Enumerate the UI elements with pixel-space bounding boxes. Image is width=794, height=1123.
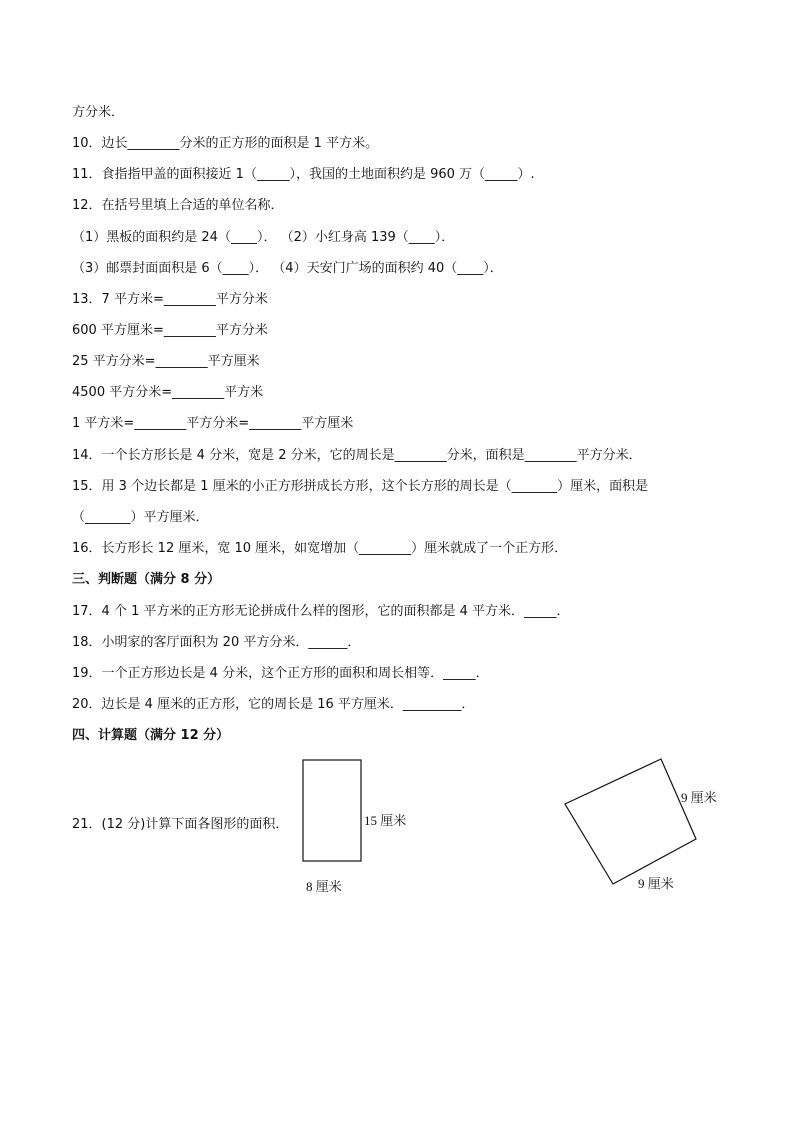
section-heading-calculation: 四、计算题（满分 12 分） [72, 728, 230, 743]
rectangle-width-label: 8 厘米 [306, 879, 342, 894]
question-13-line-5: 1 平方米=________平方分米=________平方厘米 [72, 416, 354, 431]
question-13-line-2: 600 平方厘米=________平方分米 [72, 323, 268, 338]
question-19: 19．一个正方形边长是 4 分米，这个正方形的面积和周长相等．_____． [72, 666, 489, 681]
question-13-line-4: 4500 平方分米=________平方米 [72, 385, 264, 400]
question-14: 14．一个长方形长是 4 分米，宽是 2 分米，它的周长是________分米，面积是________平方分米． [72, 448, 642, 463]
square-side-label-right: 9 厘米 [681, 790, 717, 805]
question-17: 17．4 个 1 平方米的正方形无论拼成什么样的图形，它的面积都是 4 平方米．_____． [72, 604, 570, 619]
question-12-row-2: （3）邮票封面面积是 6（____）． （4）天安门广场的面积约 40（____）． [72, 261, 503, 276]
rectangle-figure [300, 757, 366, 865]
question-11: 11．食指指甲盖的面积接近 1（_____），我国的土地面积约是 960 万（_____）. [72, 167, 535, 182]
question-10: 10．边长________分米的正方形的面积是 1 平方米。 [72, 136, 379, 151]
question-12-row-1: （1）黑板的面积约是 24（____）． （2）小红身高 139（____）． [72, 230, 455, 245]
question-15: 15．用 3 个边长都是 1 厘米的小正方形拼成长方形，这个长方形的周长是（_______）厘米，面积是 [72, 479, 649, 494]
question-18: 18．小明家的客厅面积为 20 平方分米．______． [72, 635, 361, 650]
rectangle-height-label: 15 厘米 [364, 813, 407, 828]
question-13-line-3: 25 平方分米=________平方厘米 [72, 354, 260, 369]
question-15-continued: （_______）平方厘米． [72, 510, 209, 525]
square-side-label-bottom: 9 厘米 [638, 876, 674, 891]
question-20: 20．边长是 4 厘米的正方形，它的周长是 16 平方厘米．_________． [72, 697, 475, 712]
question-21: 21．(12 分)计算下面各图形的面积． [72, 817, 289, 832]
question-16: 16．长方形长 12 厘米，宽 10 厘米，如宽增加（________）厘米就成了一个正方形． [72, 541, 568, 556]
question-12: 12．在括号里填上合适的单位名称． [72, 198, 284, 213]
section-heading-judgement: 三、判断题（满分 8 分） [72, 572, 221, 587]
text-line: 方分米． [72, 105, 125, 120]
square-figure [560, 756, 700, 888]
question-13: 13．7 平方米=________平方分米 [72, 292, 268, 307]
